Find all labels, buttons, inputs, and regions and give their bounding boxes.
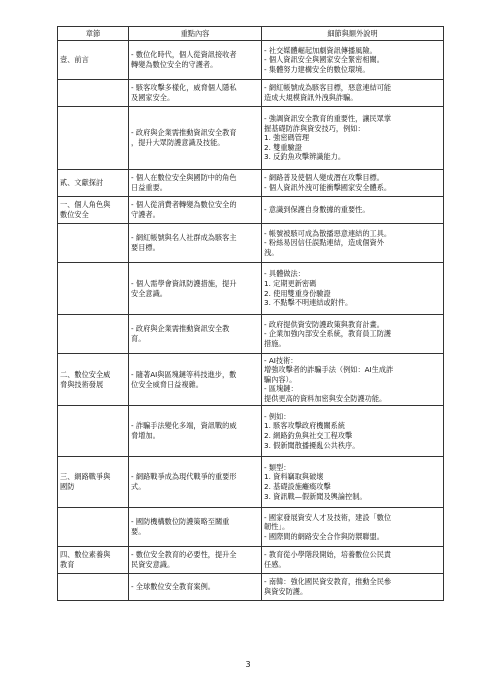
text-line: ，提升大眾防護意識及技能。	[131, 138, 225, 147]
key-point-cell	[129, 197, 262, 224]
text-line: 1. 駭客攻擊政府機關系統	[264, 421, 346, 431]
chapter-cell	[58, 406, 129, 457]
text-line: - 數位化時代，個人從資訊接收者	[131, 50, 237, 60]
text-line: 1. 資料竊取與破壞	[264, 472, 324, 482]
text-line: - 類型：	[264, 462, 291, 472]
key-point-cell	[129, 224, 262, 263]
table-row	[58, 224, 444, 263]
text-line: 3. 反釣魚攻擊辨識能力。	[264, 152, 346, 162]
chapter-cell	[58, 197, 129, 224]
table-row	[58, 508, 444, 547]
chapter-cell	[58, 170, 129, 197]
table-row	[58, 197, 444, 224]
text-line: - 意識到保護自身數據的重要性。	[264, 205, 370, 215]
key-point-cell	[129, 263, 262, 315]
text-line: 及國家安全。	[131, 93, 175, 102]
page-number: 3	[245, 660, 251, 669]
key-point-cell	[129, 354, 262, 406]
text-line: 二、數位安全威	[60, 369, 111, 379]
text-line: - 國際間的網路安全合作與防禦聯盟。	[264, 531, 384, 541]
text-line: - 國防機構數位防護策略至關重	[131, 517, 230, 527]
table-row	[58, 80, 444, 107]
text-line: 數位安全	[60, 210, 89, 219]
text-line: - 國家發展資安人才及技術，建設「數位	[264, 512, 392, 522]
text-line: 壹、前言	[60, 55, 89, 65]
details-cell	[262, 315, 444, 354]
table-row	[58, 315, 444, 354]
key-point-cell	[129, 574, 262, 601]
text-line: 增強攻擊者的詐騙手法（例如：AI生成詐	[264, 365, 394, 375]
key-point-cell	[129, 107, 262, 170]
text-line: - 數位安全教育的必要性，提升全	[131, 550, 237, 560]
chapter-cell	[58, 457, 129, 508]
key-point-cell	[129, 457, 262, 508]
details-cell	[262, 354, 444, 406]
text-line: - 網紅帳號與名人社群成為駭客主	[131, 233, 237, 243]
text-line: - 個人從消費者轉變為數位安全的	[131, 200, 237, 210]
text-line: 與資安防護。	[264, 587, 308, 596]
text-line: - 網路戰爭成為現代戰爭的重要形	[131, 472, 237, 482]
text-line: 1. 定期更新密碼	[264, 278, 317, 288]
key-point-cell	[129, 547, 262, 574]
text-line: - 個人需學會資訊防護措施，提升	[131, 278, 237, 288]
table-row	[58, 170, 444, 197]
text-line: - 政府與企業需推動資訊安全教育	[131, 128, 237, 138]
chapter-cell	[58, 547, 129, 574]
chapter-cell	[58, 574, 129, 601]
details-cell	[262, 508, 444, 547]
text-line: 3. 資訊戰—假新聞及輿論控制。	[264, 491, 367, 501]
text-line: - 個人資訊安全與國家安全緊密相關。	[264, 55, 384, 65]
table-row	[58, 354, 444, 406]
details-cell	[262, 197, 444, 224]
text-line: 三、網路戰爭與	[60, 472, 111, 482]
header-chapter: 章節	[58, 27, 129, 41]
text-line: 國防	[60, 482, 75, 491]
text-line: - 教育從小學階段開始，培養數位公民責	[264, 550, 392, 560]
chapter-cell	[58, 224, 129, 263]
text-line: - 網路普及使個人變成潛在攻擊目標。	[264, 173, 384, 183]
text-line: 轉變為數位安全的守護者。	[131, 60, 218, 69]
text-line: - 駭客攻擊多樣化，威脅個人隱私	[131, 83, 237, 93]
text-line: 洩。	[264, 247, 279, 257]
text-line: 2. 網路釣魚與社交工程攻擊	[264, 431, 353, 440]
text-line: 一、個人角色與	[60, 200, 111, 210]
key-point-cell	[129, 315, 262, 354]
text-line: 提供更高的資料加密與安全防護功能。	[264, 393, 387, 403]
text-line: 脅增加。	[131, 431, 160, 440]
text-line: - 詐騙手法變化多端，資訊戰的威	[131, 421, 237, 431]
details-cell	[262, 574, 444, 601]
key-point-cell	[129, 508, 262, 547]
text-line: 韌性」。	[264, 522, 290, 532]
text-line: 要目標。	[131, 243, 160, 252]
table-body	[58, 41, 444, 601]
text-line: 造成大規模資訊外洩與詐騙。	[264, 93, 358, 102]
text-line: - 政府與企業需推動資訊安全教	[131, 324, 230, 334]
chapter-cell	[58, 263, 129, 315]
text-line: - 全球數位安全教育案例。	[131, 582, 215, 592]
details-cell	[262, 80, 444, 107]
text-line: 教育	[60, 560, 75, 569]
text-line: 1. 強密碼管理	[264, 133, 310, 143]
text-line: 握基礎防詐與資安技巧，例如：	[264, 123, 365, 133]
text-line: - 企業加強內部安全系統，教育員工防護	[264, 329, 392, 339]
text-line: 措施。	[264, 338, 286, 348]
text-line: 2. 使用雙重身份驗證	[264, 288, 331, 298]
table-row	[58, 574, 444, 601]
chapter-cell	[58, 41, 129, 80]
text-line: 安全意識。	[131, 288, 167, 298]
table-row	[58, 263, 444, 315]
text-line: 要。	[131, 527, 146, 536]
text-line: - 政府提供資安防護政策與教育計畫。	[264, 319, 384, 329]
text-line: - 個人資訊外洩可能衝擊國家安全體系。	[264, 183, 392, 192]
text-line: - AI技術：	[264, 355, 298, 365]
text-line: 脅與技術發展	[60, 379, 104, 389]
text-line: - 例如：	[264, 411, 291, 421]
text-line: 2. 基礎設施癱瘓攻擊	[264, 482, 331, 491]
table-row	[58, 41, 444, 80]
text-line: - 帳號被駭可成為散播惡意連結的工具。	[264, 228, 392, 238]
text-line: 3. 不點擊不明連結或附件。	[264, 298, 353, 308]
text-line: - 強調資訊安全教育的重要性，讓民眾掌	[264, 114, 392, 124]
header-details: 細節與額外說明	[262, 27, 444, 41]
text-line: - 網紅帳號成為駭客目標，惡意連結可能	[264, 83, 392, 93]
text-line: 位安全威脅日益複雜。	[131, 379, 203, 389]
outline-table	[57, 26, 444, 601]
details-cell	[262, 107, 444, 170]
text-line: 四、數位素養與	[60, 550, 111, 560]
key-point-cell	[129, 41, 262, 80]
text-line: 守護者。	[131, 210, 160, 219]
table-header-row	[58, 27, 444, 41]
table-row	[58, 406, 444, 457]
details-cell	[262, 263, 444, 315]
chapter-cell	[58, 354, 129, 406]
text-line: - 具體做法：	[264, 269, 305, 279]
chapter-cell	[58, 508, 129, 547]
text-line: - 粉絲易因信任誤點連結，造成個資外	[264, 238, 384, 248]
chapter-cell	[58, 107, 129, 170]
details-cell	[262, 170, 444, 197]
text-line: - 集體努力建構安全的數位環境。	[264, 64, 370, 74]
key-point-cell	[129, 80, 262, 107]
text-line: 育。	[131, 334, 146, 343]
details-cell	[262, 224, 444, 263]
key-point-cell	[129, 170, 262, 197]
text-line: 式。	[131, 482, 146, 491]
key-point-cell	[129, 406, 262, 457]
text-line: - 社交媒體崛起加劇資訊傳播風險。	[264, 45, 377, 55]
details-cell	[262, 41, 444, 80]
table-row	[58, 107, 444, 170]
table-row	[58, 457, 444, 508]
text-line: - 區塊鏈：	[264, 384, 298, 394]
text-line: 任感。	[264, 560, 286, 569]
header-key-points: 重點內容	[129, 27, 262, 41]
text-line: 日益重要。	[131, 183, 167, 192]
text-line: 3. 假新聞散播擾亂公共秩序。	[264, 440, 360, 450]
text-line: 民資安意識。	[131, 560, 175, 569]
text-line: - 隨著AI與區塊鏈等科技進步，數	[131, 369, 237, 379]
text-line: 貳、文獻探討	[60, 178, 104, 188]
chapter-cell	[58, 80, 129, 107]
text-line: - 個人在數位安全與國防中的角色	[131, 173, 237, 183]
chapter-cell	[58, 315, 129, 354]
details-cell	[262, 406, 444, 457]
details-cell	[262, 457, 444, 508]
text-line: - 南韓：強化國民資安教育，推動全民參	[264, 577, 392, 587]
text-line: 2. 雙重驗證	[264, 142, 302, 152]
text-line: 騙內容）。	[264, 374, 297, 384]
details-cell	[262, 547, 444, 574]
table-row	[58, 547, 444, 574]
